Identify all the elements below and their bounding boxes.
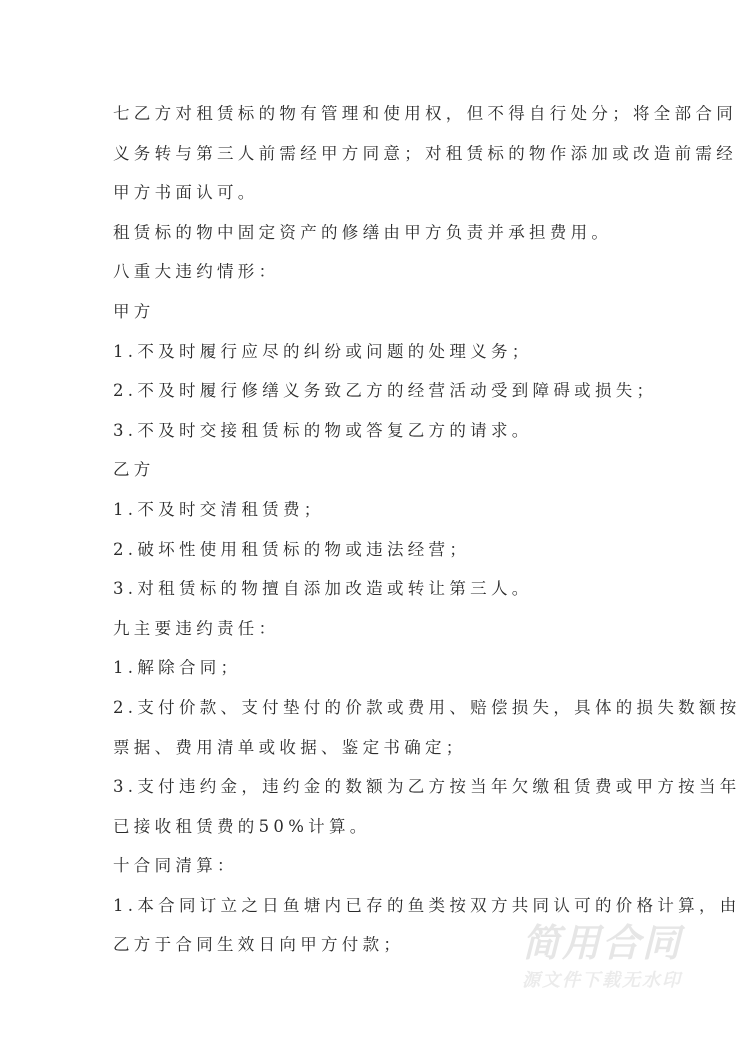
liability-item-3-line-2: 已接收租赁费的50%计算。 bbox=[113, 816, 371, 836]
settlement-item-1-line-1: 1.本合同订立之日鱼塘内已存的鱼类按双方共同认可的价格计算，由 bbox=[113, 895, 741, 915]
party-b-item-2: 2.破坏性使用租赁标的物或违法经营； bbox=[113, 539, 471, 559]
party-a-item-2: 2.不及时履行修缮义务致乙方的经营活动受到障碍或损失； bbox=[113, 381, 658, 401]
party-b-item-1: 1.不及时交清租赁费； bbox=[113, 499, 325, 519]
liability-item-1: 1.解除合同； bbox=[113, 658, 242, 678]
clause-7-line-1: 七乙方对租赁标的物有管理和使用权，但不得自行处分；将全部合同 bbox=[113, 104, 737, 123]
watermark-subtitle: 源文件下载无水印 bbox=[522, 970, 682, 991]
watermark-title: 简用合同 bbox=[521, 921, 682, 965]
party-b-label: 乙方 bbox=[113, 460, 155, 480]
liability-item-3-line-1: 3.支付违约金，违约金的数额为乙方按当年欠缴租赁费或甲方按当年 bbox=[113, 777, 741, 797]
clause-7-line-2: 义务转与第三人前需经甲方同意；对租赁标的物作添加或改造前需经 bbox=[113, 143, 737, 163]
clause-9-heading: 九主要违约责任： bbox=[113, 618, 280, 638]
party-b-item-3: 3.对租赁标的物擅自添加改造或转让第三人。 bbox=[113, 579, 533, 599]
liability-item-2-line-1: 2.支付价款、支付垫付的价款或费用、赔偿损失，具体的损失数额按 bbox=[113, 697, 741, 717]
repair-responsibility-text: 租赁标的物中固定资产的修缮由甲方负责并承担费用。 bbox=[113, 222, 613, 242]
settlement-item-1-line-2: 乙方于合同生效日向甲方付款； bbox=[113, 935, 405, 955]
clause-8-heading: 八重大违约情形： bbox=[113, 262, 280, 282]
party-a-item-3: 3.不及时交接租赁标的物或答复乙方的请求。 bbox=[113, 420, 533, 440]
party-a-label: 甲方 bbox=[113, 301, 155, 321]
document-body bbox=[113, 94, 741, 965]
party-a-item-1: 1.不及时履行应尽的纠纷或问题的处理义务； bbox=[113, 341, 533, 361]
clause-7-line-3: 甲方书面认可。 bbox=[113, 183, 259, 203]
clause-10-heading: 十合同清算： bbox=[113, 856, 238, 876]
liability-item-2-line-2: 票据、费用清单或收据、鉴定书确定； bbox=[113, 737, 467, 757]
